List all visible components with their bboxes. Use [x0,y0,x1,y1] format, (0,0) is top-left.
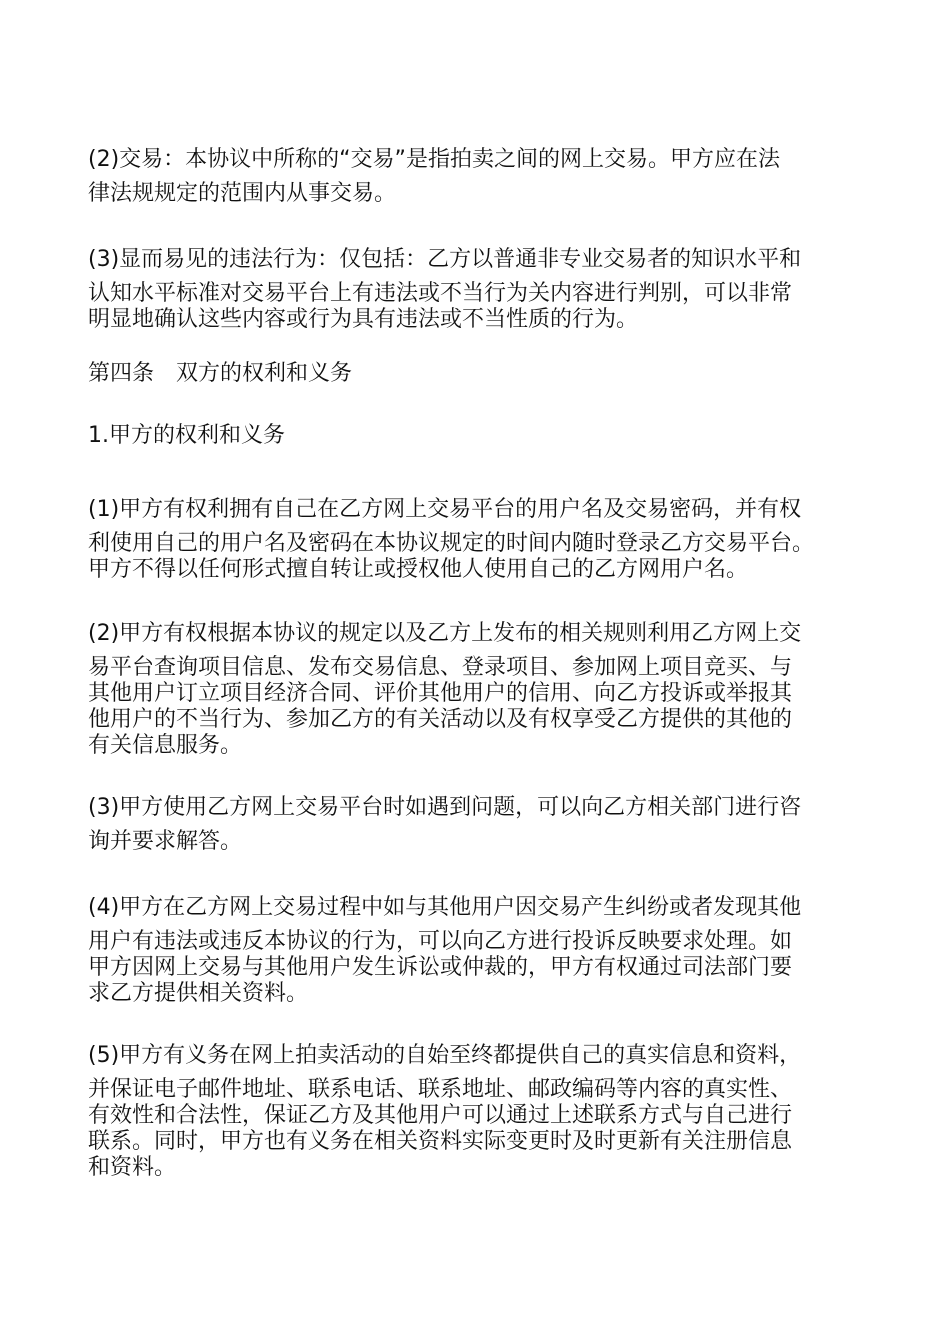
paragraph-item-1 [88,497,878,583]
text-line: 易平台查询项目信息、发布交易信息、登录项目、参加网上项目竞买、与 [88,655,793,680]
text-line: 明显地确认这些内容或行为具有违法或不当性质的行为。 [88,307,639,332]
paragraph-item-5 [88,1043,878,1181]
text-line: 其他用户订立项目经济合同、评价其他用户的信用、向乙方投诉或举报其 [88,681,793,706]
paragraph-item-2 [88,621,878,759]
section-heading-party-a-rights: 1.甲方的权利和义务 [88,423,285,448]
text-line: 询并要求解答。 [88,829,243,854]
text-line: (3)显而易见的违法行为：仅包括：乙方以普通非专业交易者的知识水平和 [88,247,802,272]
text-line: 求乙方提供相关资料。 [88,981,309,1006]
text-line: 利使用自己的用户名及密码在本协议规定的时间内随时登录乙方交易平台。 [88,531,815,556]
text-line: 有效性和合法性，保证乙方及其他用户可以通过上述联系方式与自己进行 [88,1103,793,1128]
text-line: 有关信息服务。 [88,733,243,758]
paragraph-obvious-illegal-acts [88,247,878,333]
text-line: (1)甲方有权利拥有自己在乙方网上交易平台的用户名及交易密码，并有权 [88,497,802,522]
article-four-heading: 第四条 双方的权利和义务 [88,361,353,386]
text-line: 和资料。 [88,1155,177,1180]
text-line: 甲方因网上交易与其他用户发生诉讼或仲裁的，甲方有权通过司法部门要 [88,955,793,980]
text-line: 并保证电子邮件地址、联系电话、联系地址、邮政编码等内容的真实性、 [88,1077,793,1102]
text-line: 用户有违法或违反本协议的行为，可以向乙方进行投诉反映要求处理。如 [88,929,793,954]
text-line: (3)甲方使用乙方网上交易平台时如遇到问题，可以向乙方相关部门进行咨 [88,795,802,820]
paragraph-transaction-definition [88,147,878,207]
text-line: 律法规规定的范围内从事交易。 [88,181,397,206]
text-line: 认知水平标准对交易平台上有违法或不当行为关内容进行判别，可以非常 [88,281,793,306]
text-line: (2)甲方有权根据本协议的规定以及乙方上发布的相关规则利用乙方网上交 [88,621,802,646]
paragraph-item-4 [88,895,878,1007]
text-line: (5)甲方有义务在网上拍卖活动的自始至终都提供自己的真实信息和资料， [88,1043,802,1068]
text-line: 甲方不得以任何形式擅自转让或授权他人使用自己的乙方网用户名。 [88,557,749,582]
text-line: 他用户的不当行为、参加乙方的有关活动以及有权享受乙方提供的其他的 [88,707,793,732]
text-line: (2)交易：本协议中所称的“交易”是指拍卖之间的网上交易。甲方应在法 [88,147,780,172]
paragraph-item-3 [88,795,878,855]
text-line: 联系。同时，甲方也有义务在相关资料实际变更时及时更新有关注册信息 [88,1129,793,1154]
text-line: (4)甲方在乙方网上交易过程中如与其他用户因交易产生纠纷或者发现其他 [88,895,802,920]
